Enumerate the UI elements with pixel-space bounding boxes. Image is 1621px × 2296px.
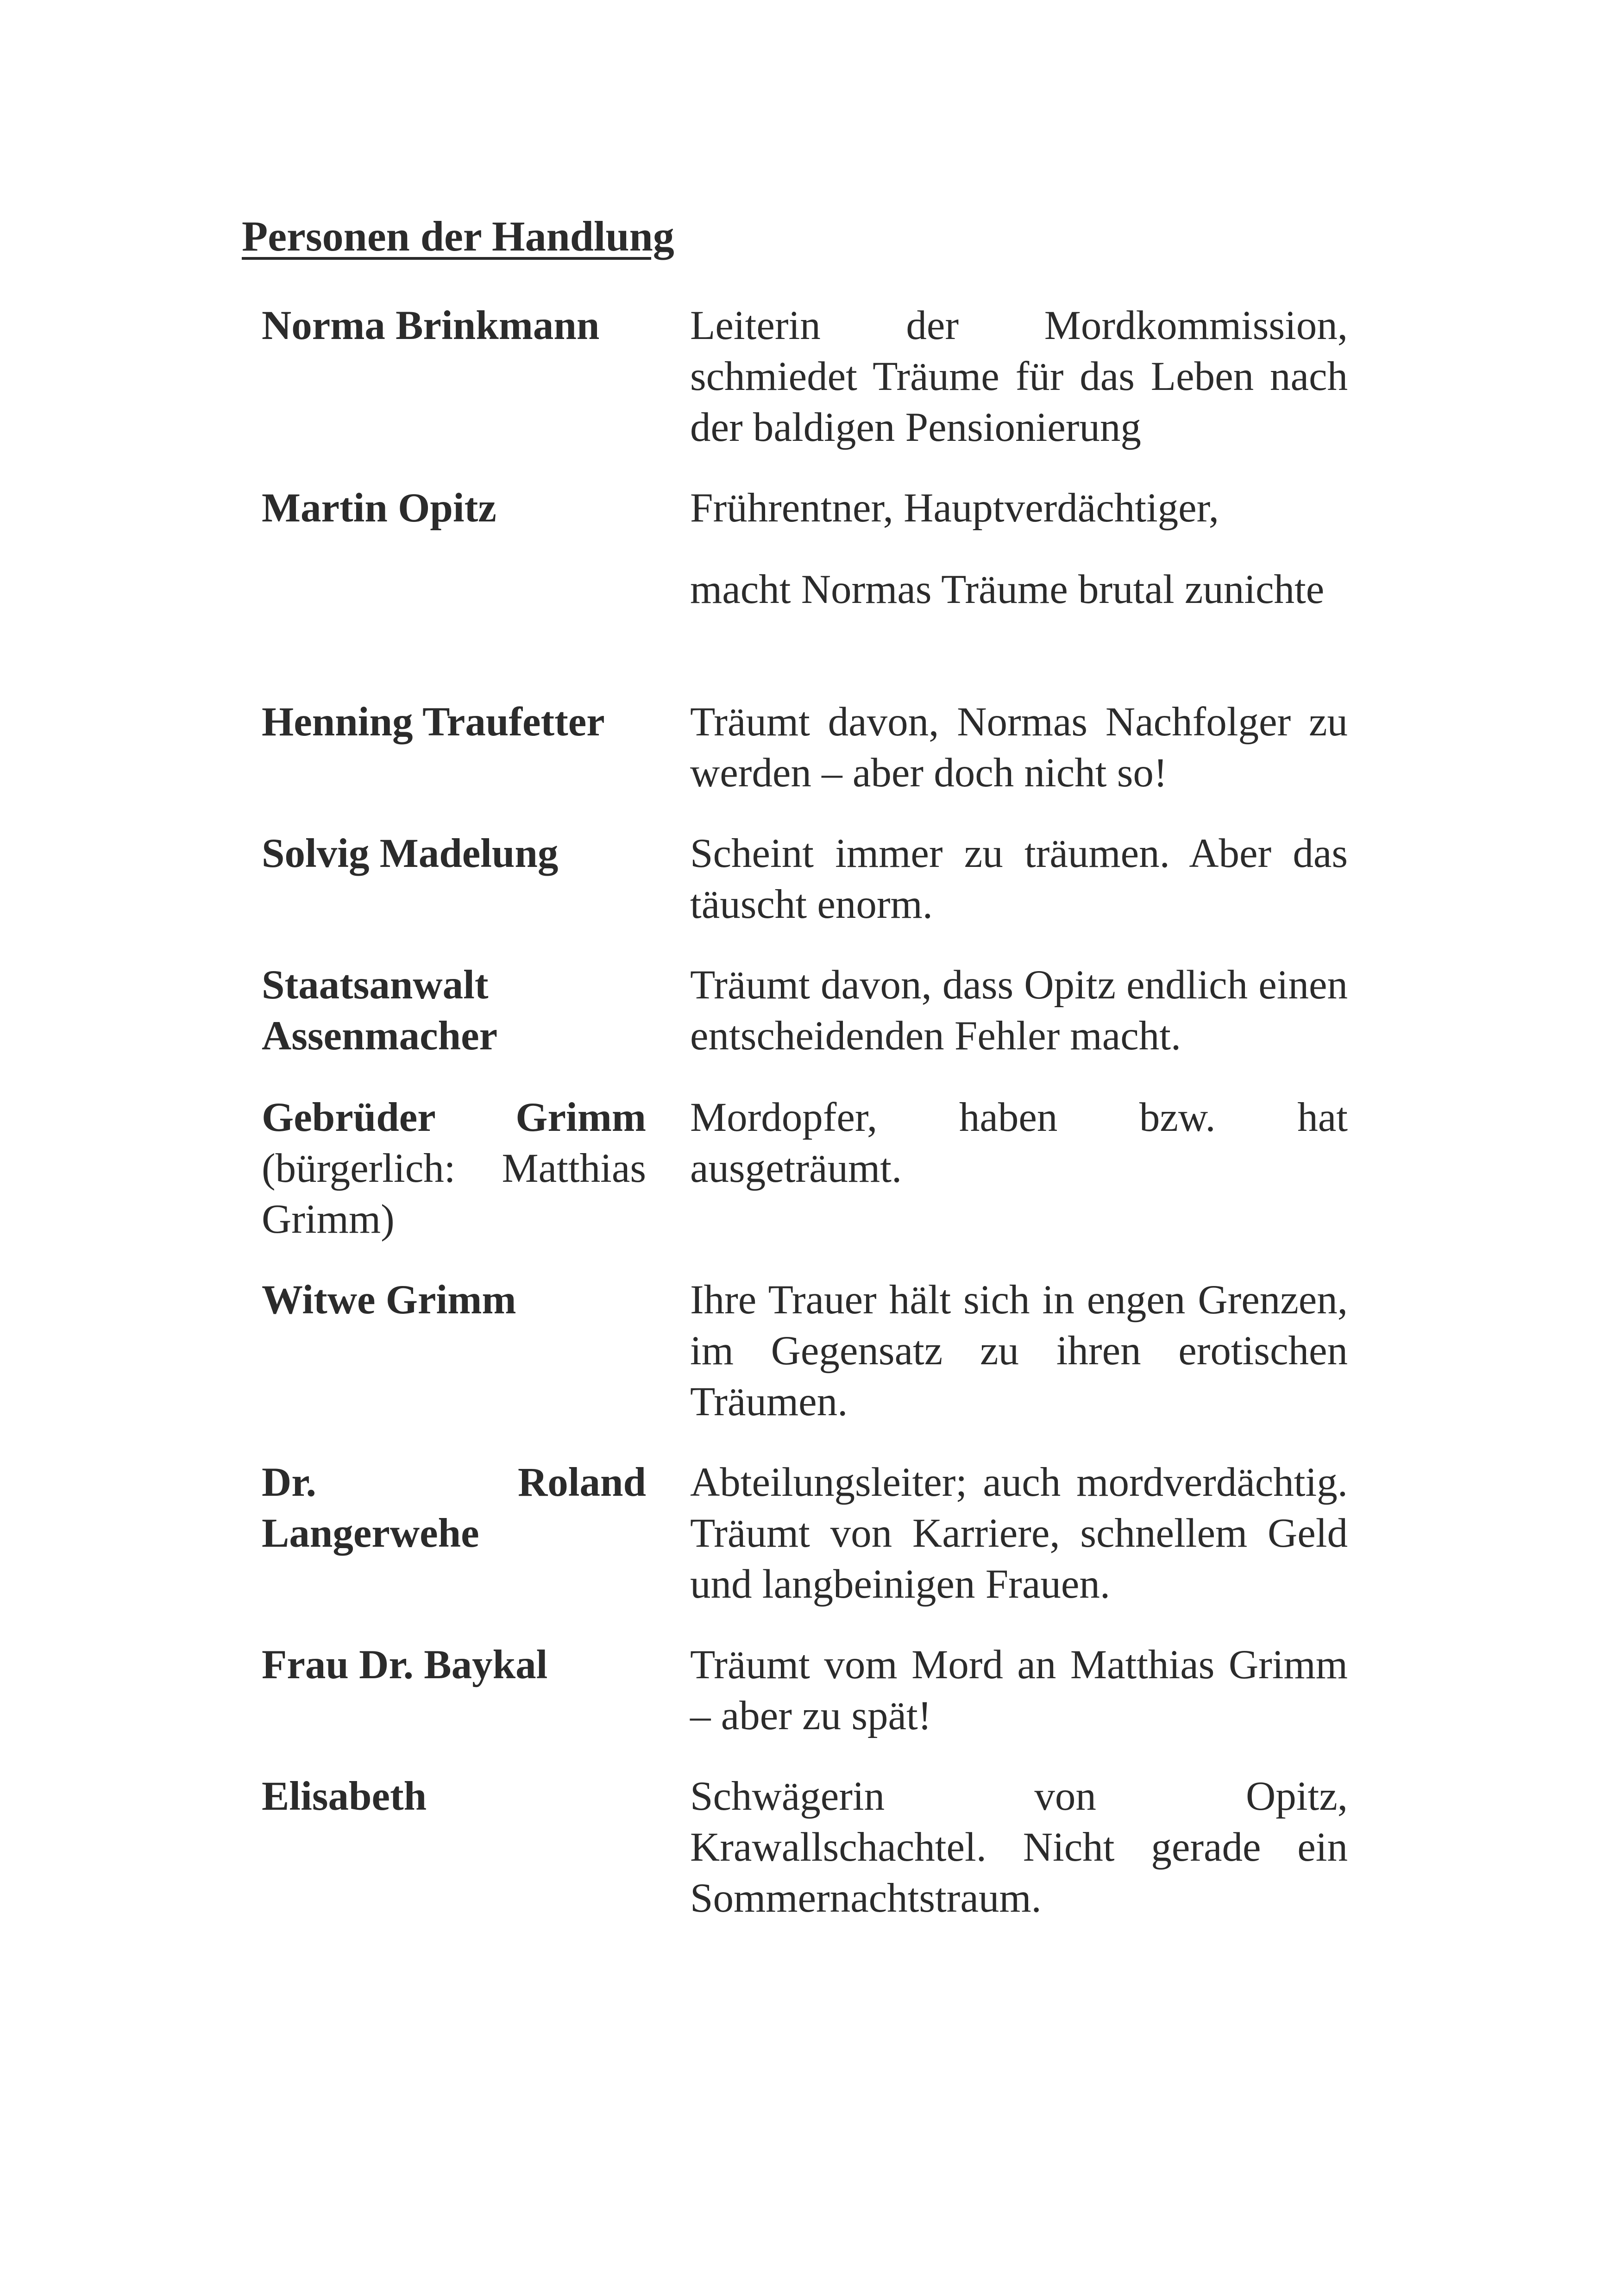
character-name: Gebrüder Grimm (bürgerlich: Matthias Grimm) [262, 1095, 646, 1242]
character-name: Frau Dr. Baykal [262, 1642, 548, 1687]
character-description: Scheint immer zu träumen. Aber das täuscht enorm. [690, 831, 1348, 927]
character-description: Ihre Trauer hält sich in engen Grenzen, im Gegensatz zu ihren erotischen Träumen. [690, 1277, 1348, 1424]
character-description: Leiterin der Mordkommission, schmiedet Träume für das Leben nach der baldigen Pensionierung [690, 303, 1348, 450]
character-name: Henning Traufetter [262, 699, 605, 745]
page-title: Personen der Handlung [242, 213, 674, 260]
character-description: Abteilungsleiter; auch mordverdächtig. Träumt von Karriere, schnellem Geld und langbeinigen Frauen. [690, 1460, 1348, 1607]
character-name: Martin Opitz [262, 485, 496, 531]
character-description: Träumt davon, dass Opitz endlich einen entscheidenden Fehler macht. [690, 962, 1348, 1059]
character-name: Elisabeth [262, 1774, 427, 1819]
character-description: Träumt davon, Normas Nachfolger zu werden – aber doch nicht so! [690, 699, 1348, 796]
character-name: Solvig Madelung [262, 831, 559, 876]
character-name: Dr. Roland Langerwehe [262, 1460, 646, 1556]
character-name-note: (bürgerlich: Matthias Grimm) [262, 1146, 646, 1242]
character-description: Schwägerin von Opitz, Krawallschachtel. Nicht gerade ein Sommernachtstraum. [690, 1774, 1348, 1921]
character-description: Mordopfer, haben bzw. hat ausgeträumt. [690, 1095, 1348, 1191]
character-description: Träumt vom Mord an Matthias Grimm – aber zu spät! [690, 1642, 1348, 1738]
character-description: Frührentner, Hauptverdächtiger, macht Normas Träume brutal zunichte [690, 485, 1325, 612]
character-name: Staatsanwalt Assenmacher [262, 962, 498, 1059]
character-name: Norma Brinkmann [262, 303, 600, 348]
character-name: Witwe Grimm [262, 1277, 516, 1323]
